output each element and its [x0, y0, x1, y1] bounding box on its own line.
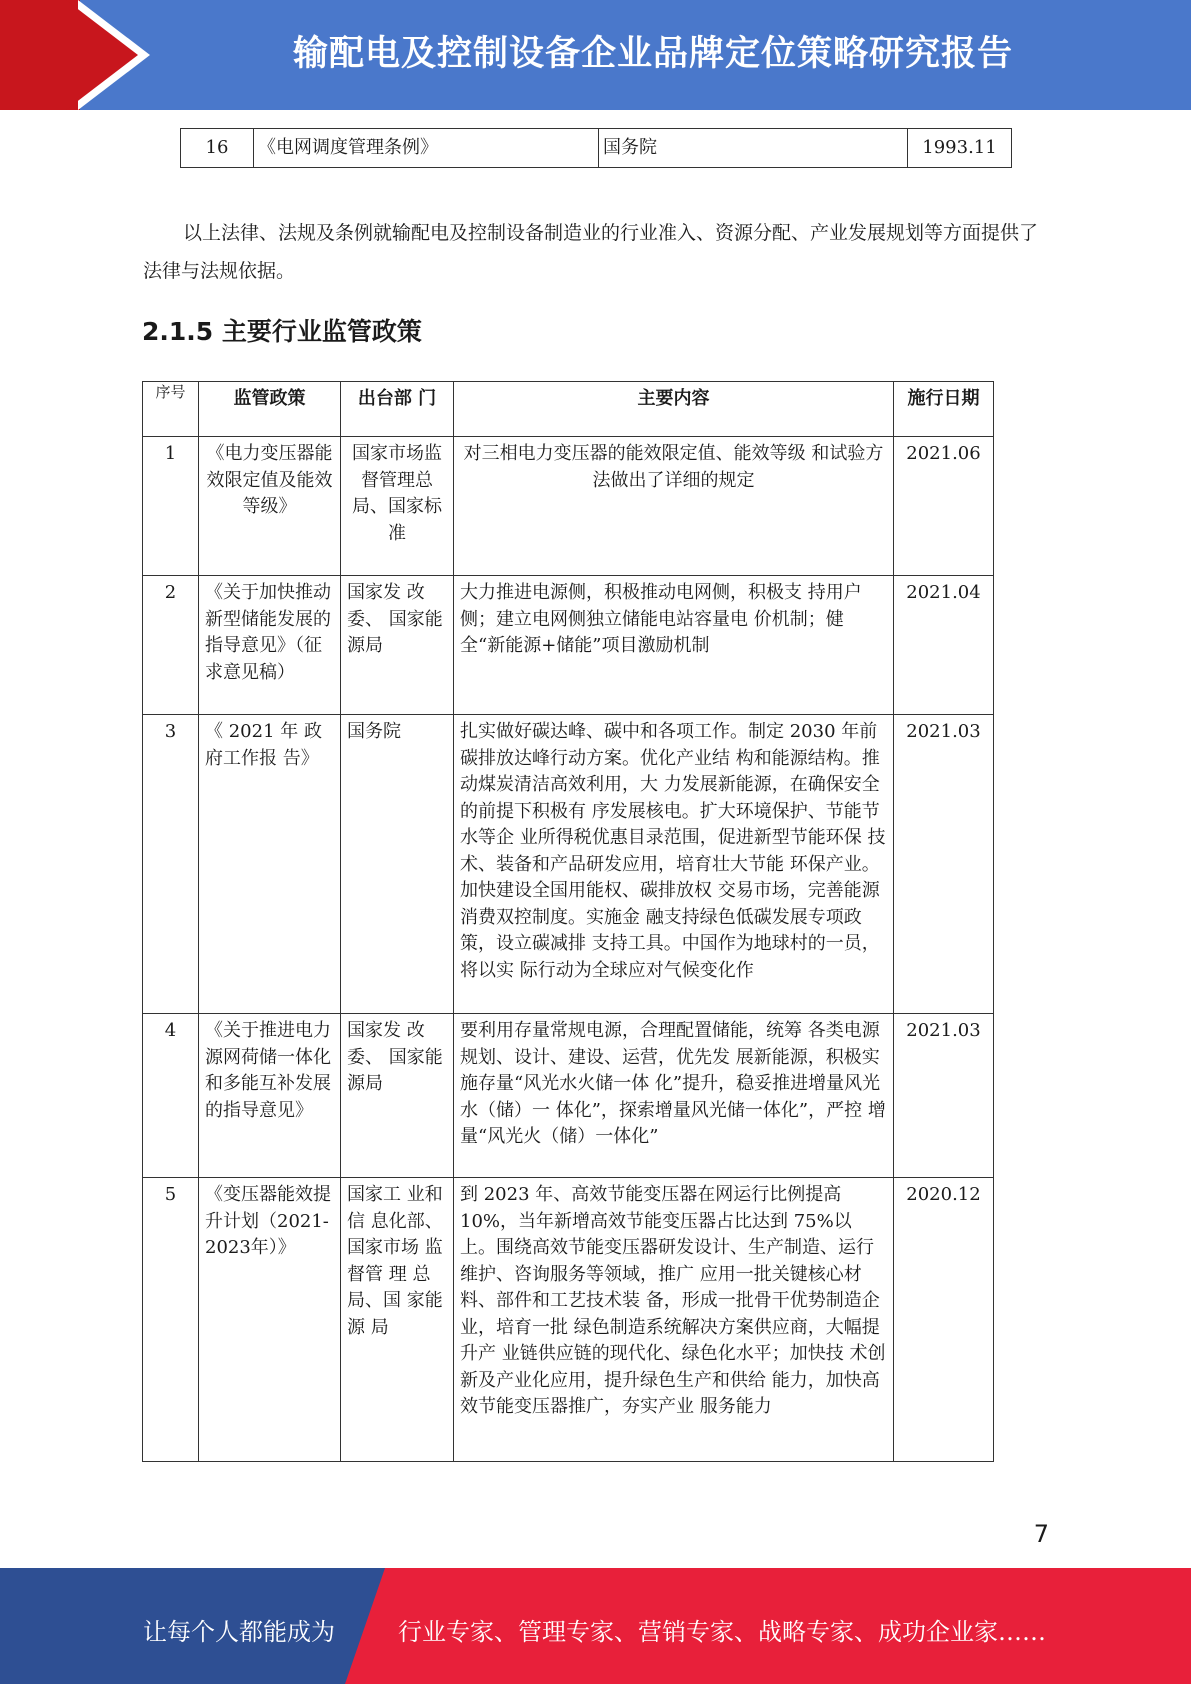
- body-paragraph: 以上法律、法规及条例就输配电及控制设备制造业的行业准入、资源分配、产业发展规划等方面提供了法律与法规依据。: [143, 222, 1039, 282]
- header-no: 序号: [143, 382, 199, 437]
- page-header: [0, 0, 1191, 110]
- row-dept: 国务院: [599, 129, 908, 168]
- header-dept: 出台部 门: [341, 382, 454, 437]
- row-name: 《电网调度管理条例》: [254, 129, 599, 168]
- row-date: 2021.03: [894, 715, 994, 1014]
- header-policy: 监管政策: [199, 382, 341, 437]
- table-row: [181, 129, 1012, 168]
- table-row: [143, 437, 994, 576]
- row-dept: 国务院: [341, 715, 454, 1014]
- row-policy: 《电力变压器能效限定值及能效等级》: [199, 437, 341, 576]
- row-policy: 《 2021 年 政府工作报 告》: [199, 715, 341, 1014]
- row-content: 要利用存量常规电源，合理配置储能，统筹 各类电源规划、设计、建设、运营，优先发 展新能源，积极实施存量“风光水火储一体 化”提升，稳妥推进增量风光水（储）一 体化”，探索增量风光储一体化”，严控 增量“风光火（储）一体化”: [454, 1014, 894, 1178]
- row-no: 3: [143, 715, 199, 1014]
- row-policy: 《关于推进电力源网荷储一体化和多能互补发展的指导意见》: [199, 1014, 341, 1178]
- row-no: 2: [143, 576, 199, 715]
- row-dept: 国家市场监督管理总局、国家标准: [341, 437, 454, 576]
- footer-blue-slant: [345, 1568, 385, 1684]
- row-content: 扎实做好碳达峰、碳中和各项工作。制定 2030 年前碳排放达峰行动方案。优化产业结 构和能源结构。推动煤炭清洁高效利用，大 力发展新能源，在确保安全的前提下积极有 序发展核电。扩大环境保护、节能节水等企 业所得税优惠目录范围，促进新型节能环保 技术、装备和产品研发应用，培育壮大节能 环保产业。加快建设全国用能权、碳排放权 交易市场，完善能源消费双控制度。实施金 融支持绿色低碳发展专项政策，设立碳减排 支持工具。中国作为地球村的一员，将以实 际行动为全球应对气候变化作: [454, 715, 894, 1014]
- header-chevron-red: [66, 0, 138, 110]
- row-no: 16: [181, 129, 254, 168]
- page-footer: [0, 1568, 1191, 1684]
- row-content: 对三相电力变压器的能效限定值、能效等级 和试验方法做出了详细的规定: [454, 437, 894, 576]
- table-row: [143, 715, 994, 1014]
- table-row: [143, 1178, 994, 1462]
- row-dept: 国家工 业和信 息化部、国家市场 监督管 理 总 局、国 家能源 局: [341, 1178, 454, 1462]
- row-date: 2021.04: [894, 576, 994, 715]
- row-date: 1993.11: [908, 129, 1012, 168]
- row-date: 2021.03: [894, 1014, 994, 1178]
- continued-table: [180, 128, 1012, 168]
- row-no: 5: [143, 1178, 199, 1462]
- header-content: 主要内容: [454, 382, 894, 437]
- header-date: 施行日期: [894, 382, 994, 437]
- footer-slogan-left: 让每个人都能成为: [143, 1618, 335, 1646]
- row-dept: 国家发 改委、 国家能 源局: [341, 576, 454, 715]
- table-header-row: [143, 382, 994, 437]
- table-row: [143, 1014, 994, 1178]
- footer-slogan-right: 行业专家、管理专家、营销专家、战略专家、成功企业家……: [398, 1618, 1046, 1646]
- row-no: 4: [143, 1014, 199, 1178]
- section-heading: 2.1.5 主要行业监管政策: [142, 317, 422, 346]
- row-no: 1: [143, 437, 199, 576]
- page-number: 7: [1033, 1520, 1049, 1548]
- report-title: 输配电及控制设备企业品牌定位策略研究报告: [292, 34, 1013, 74]
- row-policy: 《关于加快推动新型储能发展的指导意见》（征求意见稿）: [199, 576, 341, 715]
- policy-table: [142, 381, 994, 1462]
- row-date: 2021.06: [894, 437, 994, 576]
- row-date: 2020.12: [894, 1178, 994, 1462]
- table-row: [143, 576, 994, 715]
- row-content: 大力推进电源侧，积极推动电网侧，积极支 持用户侧；建立电网侧独立储能电站容量电 价机制；健全“新能源+储能”项目激励机制: [454, 576, 894, 715]
- row-dept: 国家发 改委、 国家能 源局: [341, 1014, 454, 1178]
- row-content: 到 2023 年、高效节能变压器在网运行比例提高 10%，当年新增高效节能变压器占比达到 75%以上。围绕高效节能变压器研发设计、生产制造、运行维护、咨询服务等领域，推广 应用一批关键核心材料、部件和工艺技术装 备，形成一批骨干优势制造企业，培育一批 绿色制造系统解决方案供应商，大幅提升产 业链供应链的现代化、绿色化水平；加快技 术创新及产业化应用，提升绿色生产和供给 能力，加快高效节能变压器推广，夯实产业 服务能力: [454, 1178, 894, 1462]
- row-policy: 《变压器能效提升计划（2021-2023年）》: [199, 1178, 341, 1462]
